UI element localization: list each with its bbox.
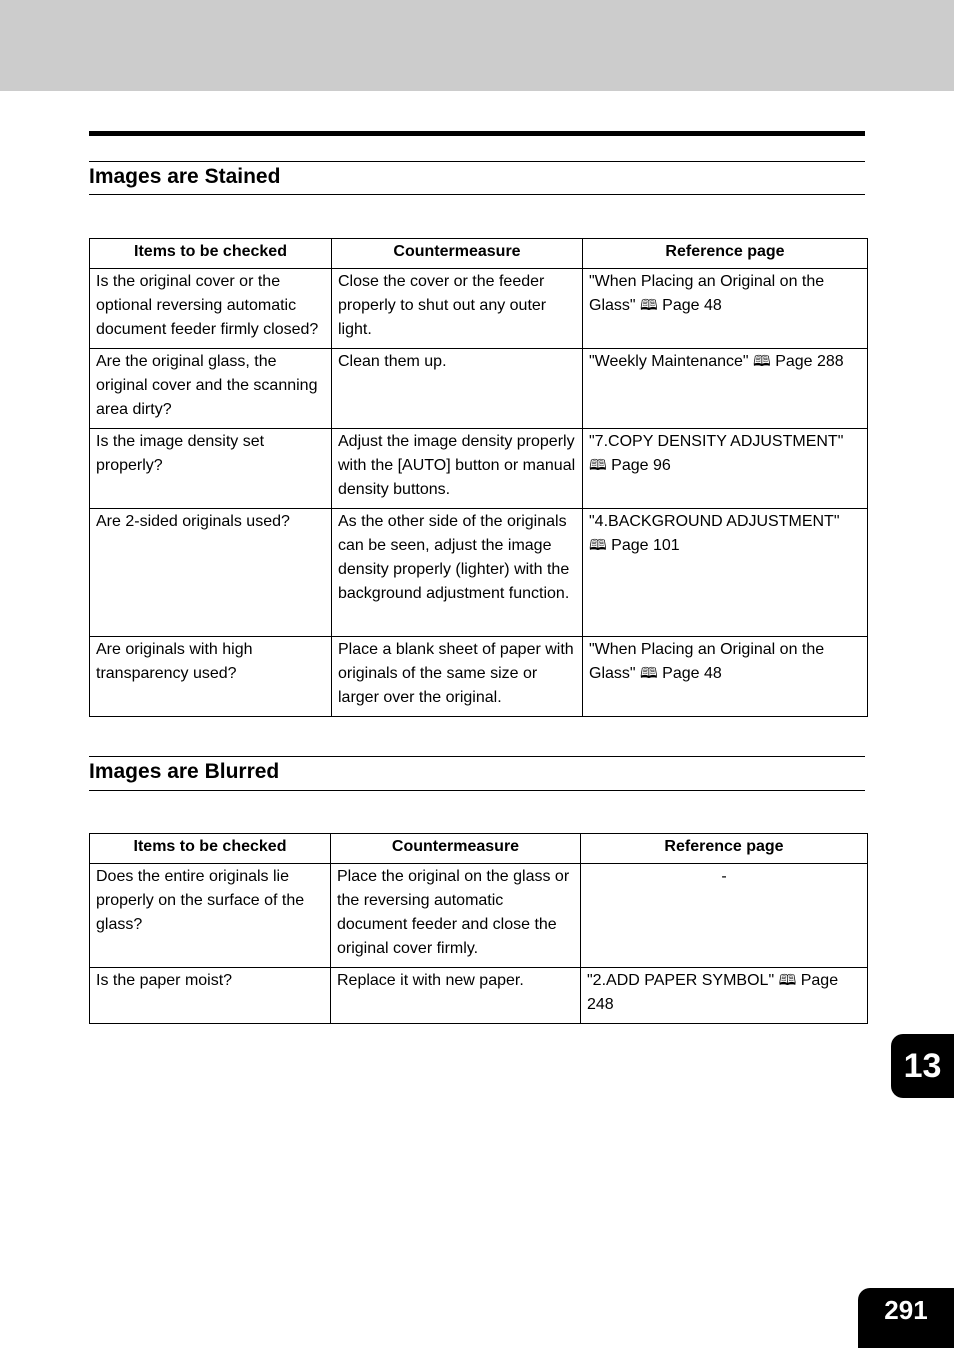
reference-text: "Weekly Maintenance"	[589, 353, 749, 370]
column-header: Reference page	[583, 239, 868, 269]
countermeasure: Close the cover or the feeder properly to shut out any outer light.	[332, 269, 583, 349]
blurred-checklist-table	[89, 833, 868, 1024]
check-item: Is the image density set properly?	[90, 429, 332, 509]
reference-cell	[583, 269, 868, 349]
section-heading-blurred	[89, 756, 865, 791]
countermeasure: As the other side of the originals can be seen, adjust the image density properly (lighter) with the background adjustment function.	[332, 509, 583, 637]
reference-cell	[581, 968, 868, 1024]
table-header-row	[90, 834, 868, 864]
reference-page: Page 288	[775, 353, 844, 370]
countermeasure: Replace it with new paper.	[331, 968, 581, 1024]
countermeasure: Place a blank sheet of paper with originals of the same size or larger over the original.	[332, 637, 583, 717]
column-header: Reference page	[581, 834, 868, 864]
header-band	[0, 0, 954, 91]
reference-cell	[583, 637, 868, 717]
check-item: Are 2-sided originals used?	[90, 509, 332, 637]
countermeasure: Clean them up.	[332, 349, 583, 429]
reference-page: Page 248	[587, 972, 839, 1013]
countermeasure: Adjust the image density properly with the [AUTO] button or manual density buttons.	[332, 429, 583, 509]
reference-cell	[583, 509, 868, 637]
book-icon: 🕮	[778, 972, 797, 989]
book-icon: 🕮	[640, 665, 658, 682]
table-row	[90, 864, 868, 968]
reference-text: "When Placing an Original on the Glass"	[589, 273, 825, 314]
table-row	[90, 349, 868, 429]
column-header: Countermeasure	[331, 834, 581, 864]
check-item: Is the paper moist?	[90, 968, 331, 1024]
countermeasure: Place the original on the glass or the reversing automatic document feeder and close the original cover firmly.	[331, 864, 581, 968]
page-rule	[89, 131, 865, 136]
reference-cell	[583, 349, 868, 429]
reference-page: Page 48	[662, 297, 722, 314]
reference-page: Page 48	[662, 665, 722, 682]
table-row	[90, 968, 868, 1024]
section-heading-stained	[89, 161, 865, 195]
reference-text: "2.ADD PAPER SYMBOL"	[587, 972, 775, 989]
stained-checklist-table	[89, 238, 868, 717]
reference-page: Page 96	[611, 457, 671, 474]
reference-page: Page 101	[611, 537, 680, 554]
book-icon: 🕮	[589, 537, 607, 554]
table-row	[90, 269, 868, 349]
check-item: Does the entire originals lie properly on the surface of the glass?	[90, 864, 331, 968]
page-number: 291	[858, 1288, 954, 1348]
column-header: Countermeasure	[332, 239, 583, 269]
reference-cell: -	[581, 864, 868, 968]
section-title: Images are Stained	[89, 165, 281, 188]
column-header: Items to be checked	[90, 239, 332, 269]
section-title: Images are Blurred	[89, 760, 280, 783]
table-row	[90, 429, 868, 509]
chapter-tab: 13	[891, 1034, 954, 1098]
reference-text: "When Placing an Original on the Glass"	[589, 641, 825, 682]
reference-text: "4.BACKGROUND ADJUSTMENT"	[589, 513, 840, 530]
check-item: Are originals with high transparency used?	[90, 637, 332, 717]
book-icon: 🕮	[640, 297, 658, 314]
column-header: Items to be checked	[90, 834, 331, 864]
reference-cell	[583, 429, 868, 509]
table-row	[90, 509, 868, 637]
check-item: Are the original glass, the original cover and the scanning area dirty?	[90, 349, 332, 429]
book-icon: 🕮	[589, 457, 607, 474]
book-icon: 🕮	[753, 353, 771, 370]
reference-text: "7.COPY DENSITY ADJUSTMENT"	[589, 433, 844, 450]
table-header-row	[90, 239, 868, 269]
check-item: Is the original cover or the optional reversing automatic document feeder firmly closed?	[90, 269, 332, 349]
table-row	[90, 637, 868, 717]
